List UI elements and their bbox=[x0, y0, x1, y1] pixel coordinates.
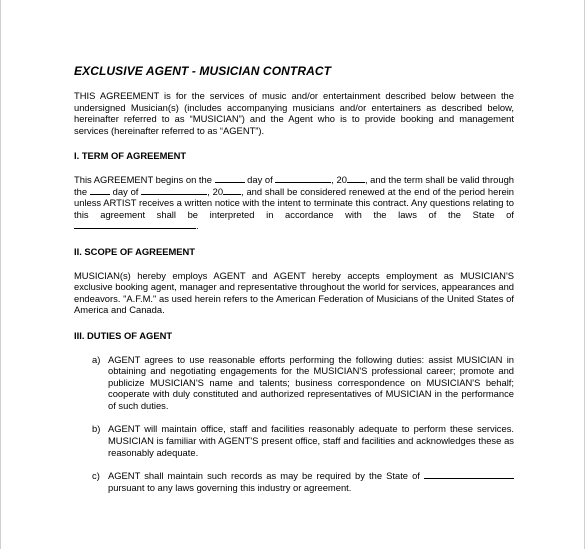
end-year-blank[interactable] bbox=[223, 186, 241, 195]
end-month-blank[interactable] bbox=[141, 186, 207, 195]
scope-paragraph: MUSICIAN(s) hereby employs AGENT and AGENT hereby accepts employment as MUSICIAN'S exclusive booking agent, manager and representative throughout the world for services, appearances and endeavors. "A.F.M." as used herein refers to the American Federation of Musicians of the United States of America and Canada. bbox=[74, 269, 514, 316]
section-heading-duties: III. DUTIES OF AGENT bbox=[74, 329, 173, 341]
list-item bbox=[92, 354, 514, 412]
start-month-blank[interactable] bbox=[275, 174, 331, 183]
list-item-text: AGENT will maintain office, staff and facilities reasonably adequate to perform these services. MUSICIAN is familiar with AGENT'S present office, staff and facilities and acknowledges these as reasonably adequate. bbox=[108, 423, 514, 458]
list-item-label: c) bbox=[92, 470, 100, 482]
list-item-label: a) bbox=[92, 353, 101, 365]
duties-list bbox=[92, 354, 514, 494]
list-item-label: b) bbox=[92, 423, 101, 435]
list-item bbox=[92, 423, 514, 458]
records-state-blank[interactable] bbox=[424, 470, 514, 479]
section-heading-scope: II. SCOPE OF AGREEMENT bbox=[74, 245, 196, 257]
intro-paragraph: THIS AGREEMENT is for the services of music and/or entertainment described below between the undersigned Musician(s) (includes accompanying musicians and/or entertainers as described below, hereinafter referred to as “MUSICIAN”) and the Agent who is to provide booking and management services (hereinafter referred to as “AGENT”). bbox=[74, 90, 514, 136]
list-item-text: AGENT agrees to use reasonable efforts performing the following duties: assist MUSICIAN in obtaining and negotiating engagements for the MUSICIAN'S professional career; promote and publicize MUSICIAN'S name and talents; business correspondence on MUSICIAN'S behalf; cooperate with duly constituted and authorized representatives of MUSICIAN in the performance of such duties. bbox=[108, 353, 514, 411]
term-paragraph: This AGREEMENT begins on the day of , 20 , and the term shall be valid through the day of , 20 , and shall be considered renewed at the end of the period herein unless ARTIST receives a written notice with the intent to terminate this contract. Any questions relating to this agreement shall be interpreted in accordance with the laws of the State of . bbox=[74, 173, 514, 232]
document-title: EXCLUSIVE AGENT - MUSICIAN CONTRACT bbox=[74, 64, 332, 78]
document-content bbox=[74, 64, 514, 493]
section-heading-term: I. TERM OF AGREEMENT bbox=[74, 150, 187, 162]
list-item-text: AGENT shall maintain such records as may be required by the State of pursuant to any laws governing this industry or agreement. bbox=[108, 470, 514, 493]
state-blank[interactable] bbox=[74, 220, 196, 229]
list-item bbox=[92, 470, 514, 493]
start-day-blank[interactable] bbox=[215, 174, 245, 183]
end-day-blank[interactable] bbox=[90, 186, 110, 195]
start-year-blank[interactable] bbox=[347, 174, 365, 183]
